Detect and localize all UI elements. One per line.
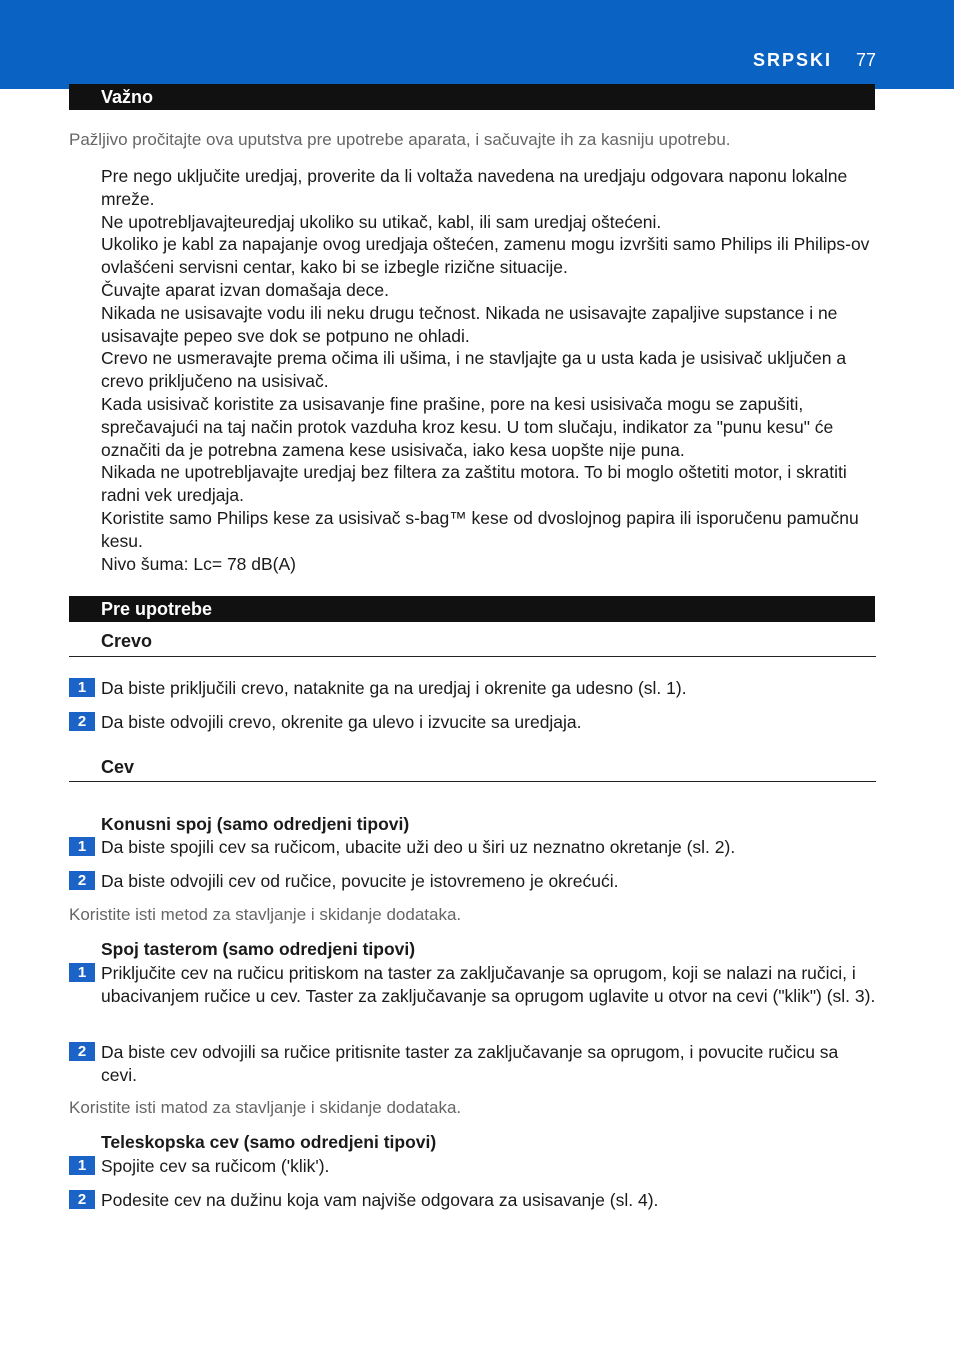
step-text: Da biste spojili cev sa ručicom, ubacite uži deo u širi uz neznatno okretanje (sl. 2).	[101, 837, 736, 857]
important-item: Kada usisivač koristite za usisavanje fine prašine, pore na kesi usisivača mogu se zapušiti, sprečavajući na taj način protok vazduha kroz kesu. U tom slučaju, indikator za "punu kesu" će označiti da je potrebna zamena kese usisivača, iako kesa uopšte nije puna.	[101, 393, 834, 460]
section-title-before-use: Pre upotrebe	[69, 596, 875, 622]
important-item: Nikada ne upotrebljavajte uredjaj bez filtera za zaštitu motora. To bi moglo oštetiti motor, i skratiti radni vek uredjaja.	[101, 462, 847, 506]
subsection-title-tube: Cev	[101, 757, 135, 777]
subsection-title-hose: Crevo	[101, 631, 153, 651]
divider	[69, 656, 876, 657]
step-number: 1	[69, 1156, 95, 1175]
page-number: 77	[855, 50, 876, 70]
button-note: Koristite isti matod za stavljanje i skidanje dodataka.	[69, 1098, 462, 1117]
page-header	[0, 0, 954, 89]
step-text: Da biste odvojili crevo, okrenite ga ulevo i izvucite sa uredjaja.	[101, 712, 582, 732]
language-label: SRPSKI	[752, 50, 832, 70]
step-number: 2	[69, 871, 95, 890]
step-number: 1	[69, 837, 95, 856]
divider	[69, 781, 876, 782]
conical-title: Konusni spoj (samo odredjeni tipovi)	[101, 814, 410, 834]
important-item: Ne upotrebljavajteuredjaj ukoliko su utikač, kabl, ili sam uredjaj oštećeni.	[101, 211, 662, 232]
step-text: Da biste odvojili cev od ručice, povucite je istovremeno je okrećući.	[101, 871, 619, 891]
important-item: Čuvajte aparat izvan domašaja dece.	[101, 279, 389, 300]
step-number: 1	[69, 963, 95, 982]
telescopic-title: Teleskopska cev (samo odredjeni tipovi)	[101, 1132, 437, 1152]
important-intro: Pažljivo pročitajte ova uputstva pre upotrebe aparata, i sačuvajte ih za kasniju upotrebu.	[69, 130, 731, 149]
section-title-important: Važno	[69, 84, 875, 110]
step-number: 2	[69, 712, 95, 731]
button-title: Spoj tasterom (samo odredjeni tipovi)	[101, 939, 416, 959]
important-item: Pre nego uključite uredjaj, proverite da li voltaža navedena na uredjaju odgovara naponu lokalne mreže.	[101, 166, 848, 209]
step-number: 2	[69, 1042, 95, 1061]
important-item: Nikada ne usisavajte vodu ili neku drugu tečnost. Nikada ne usisavajte zapaljive supstance i ne usisavajte pepeo sve dok se potpuno ne ohladi.	[101, 302, 838, 346]
step-number: 1	[69, 678, 95, 697]
step-text: Spojite cev sa ručicom ('klik').	[101, 1156, 330, 1176]
step-text: Da biste priključili crevo, nataknite ga na uredjaj i okrenite ga udesno (sl. 1).	[101, 678, 687, 698]
conical-note: Koristite isti metod za stavljanje i skidanje dodataka.	[69, 905, 462, 924]
important-item: Nivo šuma: Lc= 78 dB(A)	[101, 553, 297, 574]
important-item: Crevo ne usmeravajte prema očima ili ušima, i ne stavljajte ga u usta kada je usisivač uključen a crevo priključeno na usisivač.	[101, 348, 847, 392]
step-text: Podesite cev na dužinu koja vam najviše odgovara za usisavanje (sl. 4).	[101, 1190, 659, 1210]
step-number: 2	[69, 1190, 95, 1209]
step-text: Da biste cev odvojili sa ručice pritisnite taster za zaključavanje sa oprugom, i povucite ručicu sa cevi.	[101, 1042, 839, 1085]
important-item: Koristite samo Philips kese za usisivač s-bag™ kese od dvoslojnog papira ili isporučenu pamučnu kesu.	[101, 507, 859, 551]
important-list	[101, 165, 876, 575]
step-text: Priključite cev na ručicu pritiskom na taster za zaključavanje sa oprugom, koji se nalazi na ručici, i ubacivanjem ručice u cev. Taster za zaključavanje sa oprugom uglavite u otvor na cevi ("klik") (sl. 3).	[101, 963, 876, 1006]
important-item: Ukoliko je kabl za napajanje ovog uredjaja oštećen, zamenu mogu izvršiti samo Philips ili Philips-ov ovlašćeni servisni centar, kako bi se izbegle rizične situacije.	[101, 234, 870, 278]
